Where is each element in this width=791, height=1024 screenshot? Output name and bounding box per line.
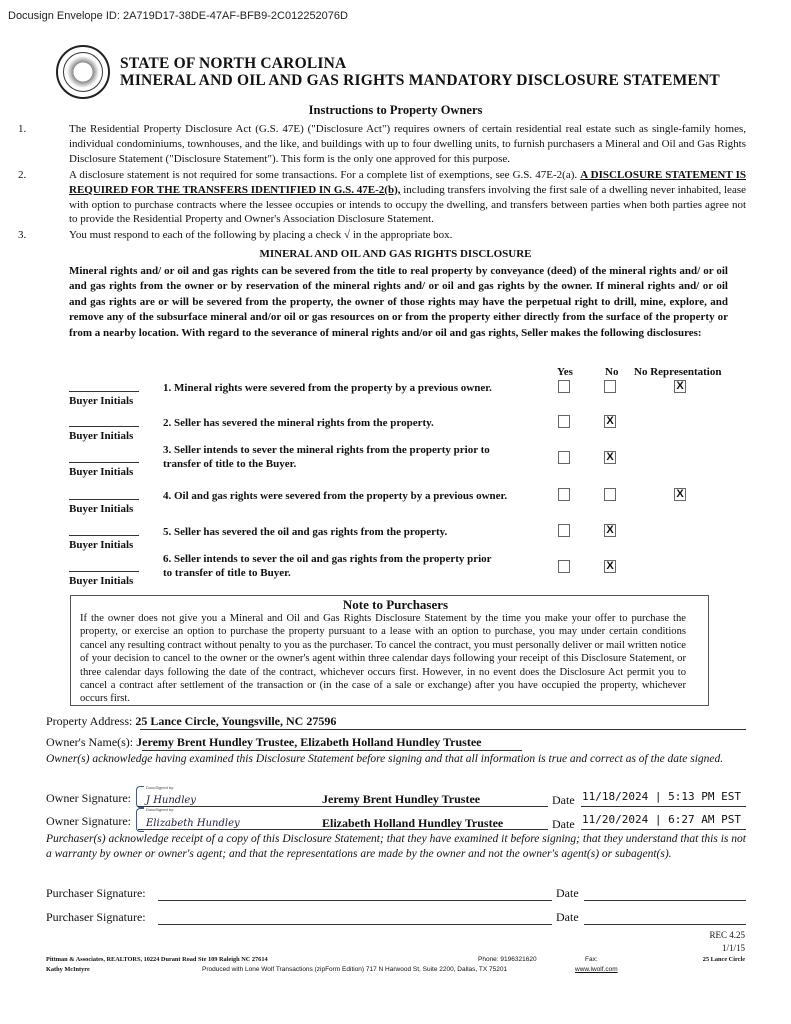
question-text: 1. Mineral rights were severed from the property by a previous owner. <box>163 382 492 394</box>
brokerage-info: Pittman & Associates, REALTORS, 10224 Durant Road Ste 109 Raleigh NC 27614 <box>46 956 268 963</box>
purchaser-signature-label: Purchaser Signature: <box>46 886 146 900</box>
checkbox-no-q5[interactable]: X <box>604 524 616 537</box>
question-text: 6. Seller intends to sever the oil and gas rights from the property prior <box>163 553 492 565</box>
required-transfers-emphasis: A DISCLOSURE STATEMENT IS REQUIRED FOR THE TRANSFERS IDENTIFIED IN G.S. 47E-2(b), <box>69 169 747 196</box>
checkbox-yes-q2[interactable] <box>558 415 570 428</box>
question-text-cont: to transfer of title to Buyer. <box>163 567 291 579</box>
buyer-initials-label: Buyer Initials <box>69 395 134 407</box>
question-text-cont: transfer of title to the Buyer. <box>163 458 297 470</box>
file-name: 25 Lance Circle <box>702 956 745 963</box>
buyer-initials-label: Buyer Initials <box>69 575 134 587</box>
checkbox-yes-q1[interactable] <box>558 380 570 393</box>
buyer-initials-field[interactable] <box>69 535 139 536</box>
note-title: Note to Purchasers <box>342 597 449 612</box>
fax: Fax: <box>585 956 598 963</box>
lwolf-link[interactable]: www.lwolf.com <box>575 966 618 973</box>
instruction-text: The Residential Property Disclosure Act (G.S. 47E) ("Disclosure Act") requires owners of certain residential real estate such as single-family homes, individual condominiums, townhouses, and the like, and buildings with up to four dwelling units, to furnish purchasers a Mineral and Oil and Gas Rights Disclosure Statement ("Disclosure Statement"). This form is the only one approved for this purpose. <box>69 123 746 165</box>
disclosure-heading: MINERAL AND OIL AND GAS RIGHTS DISCLOSURE <box>259 248 532 260</box>
form-title: MINERAL AND OIL AND GAS RIGHTS MANDATORY DISCLOSURE STATEMENT <box>120 72 720 89</box>
owners-name-value[interactable]: Jeremy Brent Hundley Trustee, Elizabeth Holland Hundley Trustee <box>136 735 482 749</box>
buyer-initials-field[interactable] <box>69 391 139 392</box>
buyer-initials-field[interactable] <box>69 571 139 572</box>
docusign-bracket <box>136 786 144 808</box>
phone: Phone: 9196321620 <box>478 956 537 963</box>
checkbox-no-q3[interactable]: X <box>604 451 616 464</box>
question-text: 5. Seller has severed the oil and gas rights from the property. <box>163 526 448 538</box>
owner-printed-name: Elizabeth Holland Hundley Trustee <box>322 816 504 830</box>
disclosure-question-6 <box>163 552 523 580</box>
produced-with: Produced with Lone Wolf Transactions (zipForm Edition) 717 N Harwood St, Suite 2200, Dallas, TX 75201 <box>202 966 508 973</box>
form-date: 1/1/15 <box>721 943 745 953</box>
purchaser-acknowledgement: Purchaser(s) acknowledge receipt of a copy of this Disclosure Statement; that they have examined it before signing; that they understand that this is not a warranty by owner or owner's agent; and that the representations are made by the owner and not the owner's agent(s) or subagent(s). <box>46 833 746 860</box>
instruction-text-part: including transfers involving the first sale of a dwelling never inhabited, lease with option to purchase contracts where the lessee occupies or intends to occupy the dwelling, and transfers between parties when both parties agree not to provide the Residential Property and Owner's Association Disclosure Statement. <box>69 183 746 226</box>
owner-signature-label: Owner Signature: <box>46 791 131 805</box>
date-label: Date <box>556 910 579 924</box>
purchaser-signature-row-2 <box>46 910 746 928</box>
disclosure-question-5 <box>163 525 523 539</box>
checkbox-no-q2[interactable]: X <box>604 415 616 428</box>
instruction-text <box>69 168 746 227</box>
owner-signature-date[interactable]: 11/18/2024 | 5:13 PM EST <box>582 790 741 803</box>
owner-signature-field[interactable]: J Hundley <box>146 795 196 806</box>
owner-signature-field[interactable]: Elizabeth Hundley <box>146 818 240 829</box>
purchaser-signature-field[interactable] <box>158 924 552 925</box>
property-address-row <box>46 714 746 729</box>
purchaser-signature-field[interactable] <box>158 900 552 901</box>
note-body: If the owner does not give you a Mineral and Oil and Gas Rights Disclosure Statement by the time you make your offer to purchase the property, or exercise an option to purchase the property pursuant to a lease with an option to purchase, you may under certain conditions cancel any resulting contract without penalty to you as the purchaser. To cancel the contract, you must personally deliver or mail written notice of your decision to cancel to the owner or the owner's agent within three calendar days following your receipt of this Disclosure Statement, or three calendar days following the date of the contract, whichever occurs first. However, in no event does the Disclosure Act permit you to cancel a contract after settlement of the transaction or (in the case of a sale or exchange) after you have occupied the property, whichever occurs first. <box>80 613 686 705</box>
instruction-item-3 <box>18 228 746 243</box>
instruction-number: 1. <box>18 123 27 135</box>
instruction-item-2 <box>18 168 746 227</box>
nc-seal-icon <box>56 45 110 99</box>
form-code: REC 4.25 <box>709 930 745 940</box>
instruction-item-1 <box>18 122 746 166</box>
owners-name-label: Owner's Name(s): <box>46 735 134 749</box>
owners-name-row <box>46 735 746 750</box>
buyer-initials-label: Buyer Initials <box>69 430 134 442</box>
checkbox-yes-q5[interactable] <box>558 524 570 537</box>
docusign-envelope-id: Docusign Envelope ID: 2A719D17-38DE-47AF-BFB9-2C012252076D <box>8 10 348 22</box>
purchaser-signature-row-1 <box>46 886 746 904</box>
disclosure-question-1 <box>163 381 523 395</box>
checkbox-no-representation-q4[interactable]: X <box>674 488 686 501</box>
disclosure-question-2 <box>163 416 523 430</box>
checkbox-no-q6[interactable]: X <box>604 560 616 573</box>
question-text: 2. Seller has severed the mineral rights from the property. <box>163 417 434 429</box>
disclosure-question-4 <box>163 489 523 503</box>
instruction-number: 2. <box>18 169 27 181</box>
disclosure-question-3 <box>163 443 523 471</box>
buyer-initials-label: Buyer Initials <box>69 539 134 551</box>
checkbox-no-q4[interactable] <box>604 488 616 501</box>
agent-name: Kathy McIntyre <box>46 966 90 973</box>
owner-signature-label: Owner Signature: <box>46 814 131 828</box>
buyer-initials-label: Buyer Initials <box>69 503 134 515</box>
date-label: Date <box>556 886 579 900</box>
property-address-value[interactable]: 25 Lance Circle, Youngsville, NC 27596 <box>135 714 337 728</box>
buyer-initials-field[interactable] <box>69 499 139 500</box>
purchaser-date-field[interactable] <box>584 924 746 925</box>
column-no: No <box>605 366 619 378</box>
checkbox-yes-q6[interactable] <box>558 560 570 573</box>
instruction-number: 3. <box>18 229 27 241</box>
property-address-label: Property Address: <box>46 714 133 728</box>
disclosure-intro: Mineral rights and/ or oil and gas rights can be severed from the title to real property by conveyance (deed) of the mineral rights and/ or oil and gas rights from the owner or by reservation of the mineral rights and/ or oil and gas rights by the owner. If mineral rights and/ or oil and gas rights are or will be severed from the property, the owner of those rights may have the perpetual right to drill, mine, explore, and remove any of the subsurface mineral and/or oil or gas resources on or from the property either directly from the surface of the property or from a nearby location. With regard to the severance of mineral rights and/or oil and gas rights, Seller makes the following disclosures: <box>69 265 728 339</box>
purchaser-date-field[interactable] <box>584 900 746 901</box>
question-text: 4. Oil and gas rights were severed from the property by a previous owner. <box>163 490 508 502</box>
instructions-heading: Instructions to Property Owners <box>308 103 483 117</box>
buyer-initials-label: Buyer Initials <box>69 466 134 478</box>
owner-printed-name: Jeremy Brent Hundley Trustee <box>322 792 481 806</box>
checkbox-yes-q3[interactable] <box>558 451 570 464</box>
checkbox-no-q1[interactable] <box>604 380 616 393</box>
date-label: Date <box>552 817 575 831</box>
buyer-initials-field[interactable] <box>69 462 139 463</box>
checkbox-yes-q4[interactable] <box>558 488 570 501</box>
state-title: STATE OF NORTH CAROLINA <box>120 55 347 72</box>
column-no-representation: No Representation <box>634 366 722 378</box>
buyer-initials-field[interactable] <box>69 426 139 427</box>
date-label: Date <box>552 793 575 807</box>
owner-signature-date[interactable]: 11/20/2024 | 6:27 AM PST <box>582 813 741 826</box>
instruction-text-part: A disclosure statement is not required for some transactions. For a complete list of exemptions, see G.S. 47E-2(a). <box>69 169 581 181</box>
instruction-text: You must respond to each of the following by placing a check √ in the appropriate box. <box>69 229 453 241</box>
question-text: 3. Seller intends to sever the mineral rights from the property prior to <box>163 444 490 456</box>
checkbox-no-representation-q1[interactable]: X <box>674 380 686 393</box>
column-yes: Yes <box>557 366 573 378</box>
docusigned-by-tag: DocuSigned by: <box>146 807 175 812</box>
owner-acknowledgement: Owner(s) acknowledge having examined this Disclosure Statement before signing and that all information is true and correct as of the date signed. <box>46 753 724 765</box>
purchaser-signature-label: Purchaser Signature: <box>46 910 146 924</box>
docusigned-by-tag: DocuSigned by: <box>146 785 175 790</box>
